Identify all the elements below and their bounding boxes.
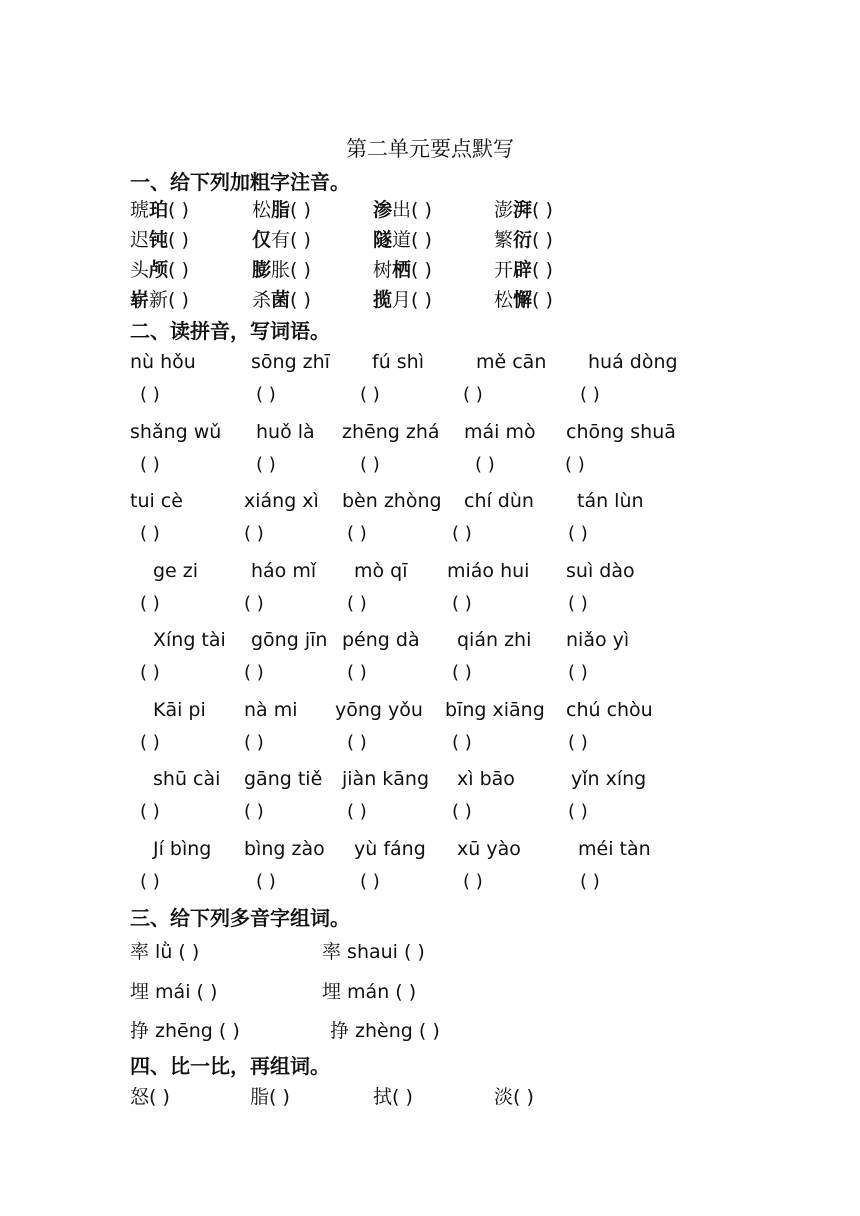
bold-char: 渗 xyxy=(373,199,393,221)
bold-char: 衍 xyxy=(513,229,533,251)
pinyin-prompt: mò qī xyxy=(354,559,408,582)
answer-blank: ( ) xyxy=(244,592,264,614)
pinyin-prompt: qián zhi xyxy=(457,629,532,651)
compare-item: 脂( ) xyxy=(250,1086,290,1108)
pinyin-prompt: péng dà xyxy=(342,629,420,651)
phonetic-item xyxy=(252,285,311,312)
pinyin-prompt: nà mi xyxy=(244,698,298,721)
answer-blank: ( ) xyxy=(463,384,483,405)
pinyin-prompt: xì bāo xyxy=(457,768,515,790)
pinyin-prompt: tui cè xyxy=(130,490,183,512)
answer-blank: 出( ) xyxy=(392,199,432,221)
answer-blank: ( ) xyxy=(580,870,600,892)
pinyin-prompt: xiáng xì xyxy=(244,490,319,512)
bold-char: 膨 xyxy=(252,259,272,281)
pinyin-prompt: háo mǐ xyxy=(251,559,317,582)
answer-blank: ( ) xyxy=(568,801,588,822)
bold-char: 脂 xyxy=(271,199,291,221)
answer-blank: ( ) xyxy=(140,523,160,544)
word-char: 杀 xyxy=(252,289,272,311)
phonetic-item xyxy=(252,255,311,282)
pinyin-prompt: mái mò xyxy=(464,420,536,443)
word-char: 开 xyxy=(494,259,514,281)
answer-blank: ( ) xyxy=(360,453,380,475)
phonetic-item xyxy=(130,195,189,222)
page-title: 第二单元要点默写 xyxy=(346,137,514,161)
answer-blank: ( ) xyxy=(568,662,588,683)
pinyin-prompt: fú shì xyxy=(372,351,424,373)
answer-blank: ( ) xyxy=(244,662,264,683)
bold-char: 颅 xyxy=(149,259,169,281)
bold-char: 揽 xyxy=(373,289,393,311)
answer-blank: 道( ) xyxy=(392,229,432,251)
answer-blank: ( ) xyxy=(565,453,585,475)
word-char: 迟 xyxy=(130,229,150,251)
answer-blank: ( ) xyxy=(140,801,160,822)
phonetic-item xyxy=(494,225,553,252)
compare-item: 怒( ) xyxy=(130,1086,170,1108)
answer-blank: ( ) xyxy=(140,592,160,614)
answer-blank: 月( ) xyxy=(392,289,432,311)
pinyin-prompt: tán lùn xyxy=(577,490,644,512)
answer-blank: ( ) xyxy=(347,523,367,544)
pinyin-prompt: chú chòu xyxy=(566,698,653,721)
answer-blank: ( ) xyxy=(532,199,553,221)
pinyin-prompt: xū yào xyxy=(457,837,521,860)
bold-char: 辟 xyxy=(513,259,533,281)
compare-item: 淡( ) xyxy=(494,1086,534,1108)
pinyin-prompt: Kāi pi xyxy=(153,698,206,721)
answer-blank: ( ) xyxy=(568,523,588,544)
answer-blank: ( ) xyxy=(244,523,264,544)
pinyin-prompt: chōng shuā xyxy=(566,420,676,443)
phonetic-item xyxy=(494,255,553,282)
compare-item: 拭( ) xyxy=(373,1086,413,1108)
phonetic-item xyxy=(373,225,432,252)
answer-blank: ( ) xyxy=(290,289,311,311)
answer-blank: ( ) xyxy=(140,662,160,683)
pinyin-prompt: Jí bìng xyxy=(153,837,212,860)
phonetic-item xyxy=(130,285,189,312)
polyphone-item: 挣 zhèng ( ) xyxy=(330,1020,440,1042)
word-char: 松 xyxy=(494,289,514,311)
pinyin-prompt: nù hǒu xyxy=(130,351,196,373)
pinyin-prompt: Xíng tài xyxy=(153,629,226,651)
answer-blank: 有( ) xyxy=(271,229,311,251)
pinyin-prompt: bīng xiāng xyxy=(445,698,545,721)
pinyin-prompt: sōng zhī xyxy=(251,351,330,373)
answer-blank: ( ) xyxy=(256,870,276,892)
answer-blank: 胀( ) xyxy=(271,259,311,281)
pinyin-prompt: mě cān xyxy=(476,351,547,373)
answer-blank: ( ) xyxy=(568,592,588,614)
polyphone-item: 率 shaui ( ) xyxy=(322,941,425,963)
bold-char: 仅 xyxy=(252,229,272,251)
pinyin-prompt: shǎng wǔ xyxy=(130,420,222,443)
polyphone-item: 埋 mán ( ) xyxy=(322,981,417,1003)
answer-blank: ( ) xyxy=(360,384,380,405)
answer-blank: ( ) xyxy=(140,731,160,753)
pinyin-prompt: yōng yǒu xyxy=(335,698,423,721)
pinyin-prompt: bèn zhòng xyxy=(342,490,442,512)
answer-blank: ( ) xyxy=(452,592,472,614)
word-char: 松 xyxy=(252,199,272,221)
bold-char: 隧 xyxy=(373,229,393,251)
answer-blank: ( ) xyxy=(452,523,472,544)
answer-blank: ( ) xyxy=(452,662,472,683)
polyphone-item: 埋 mái ( ) xyxy=(130,981,218,1003)
bold-char: 崭 xyxy=(130,289,150,311)
pinyin-prompt: zhēng zhá xyxy=(342,420,440,443)
section-2-heading: 二、读拼音，写词语。 xyxy=(130,319,330,343)
pinyin-prompt: huá dòng xyxy=(588,351,678,373)
answer-blank: ( ) xyxy=(347,731,367,753)
answer-blank: ( ) xyxy=(532,259,553,281)
bold-char: 栖 xyxy=(392,259,412,281)
word-char: 琥 xyxy=(130,199,150,221)
pinyin-prompt: niǎo yì xyxy=(566,629,630,651)
bold-char: 湃 xyxy=(513,199,533,221)
answer-blank: ( ) xyxy=(256,384,276,405)
pinyin-prompt: shū cài xyxy=(153,768,221,790)
answer-blank: ( ) xyxy=(347,662,367,683)
answer-blank: 新( ) xyxy=(149,289,189,311)
answer-blank: ( ) xyxy=(168,229,189,251)
bold-char: 懈 xyxy=(513,289,533,311)
pinyin-prompt: suì dào xyxy=(566,559,635,582)
answer-blank: ( ) xyxy=(347,592,367,614)
pinyin-prompt: yǐn xíng xyxy=(571,768,647,790)
answer-blank: ( ) xyxy=(347,801,367,822)
section-3-heading: 三、给下列多音字组词。 xyxy=(130,906,350,930)
word-char: 头 xyxy=(130,259,150,281)
word-char: 繁 xyxy=(494,229,514,251)
answer-blank: ( ) xyxy=(568,731,588,753)
phonetic-item xyxy=(130,255,189,282)
pinyin-prompt: ge zi xyxy=(153,559,199,582)
answer-blank: ( ) xyxy=(360,870,380,892)
answer-blank: ( ) xyxy=(244,731,264,753)
word-char: 树 xyxy=(373,259,393,281)
answer-blank: ( ) xyxy=(140,384,160,405)
pinyin-prompt: yù fáng xyxy=(354,837,426,860)
answer-blank: ( ) xyxy=(140,453,160,475)
phonetic-item xyxy=(373,255,432,282)
word-char: 澎 xyxy=(494,199,514,221)
phonetic-item xyxy=(494,285,553,312)
pinyin-prompt: gāng tiě xyxy=(244,768,323,790)
answer-blank: ( ) xyxy=(168,259,189,281)
phonetic-item xyxy=(373,285,432,312)
section-1-heading: 一、给下列加粗字注音。 xyxy=(130,170,350,194)
answer-blank: ( ) xyxy=(463,870,483,892)
bold-char: 菌 xyxy=(271,289,291,311)
pinyin-prompt: miáo hui xyxy=(447,559,530,582)
answer-blank: ( ) xyxy=(475,453,495,475)
pinyin-prompt: bìng zào xyxy=(244,837,325,860)
polyphone-item: 率 lǜ ( ) xyxy=(130,941,200,963)
answer-blank: ( ) xyxy=(580,384,600,405)
pinyin-prompt: huǒ là xyxy=(256,420,315,443)
answer-blank: ( ) xyxy=(532,229,553,251)
answer-blank: ( ) xyxy=(168,199,189,221)
pinyin-prompt: chí dùn xyxy=(464,490,534,512)
answer-blank: ( ) xyxy=(244,801,264,822)
phonetic-item xyxy=(130,225,189,252)
answer-blank: ( ) xyxy=(452,801,472,822)
answer-blank: ( ) xyxy=(290,199,311,221)
bold-char: 钝 xyxy=(149,229,169,251)
answer-blank: ( ) xyxy=(452,731,472,753)
phonetic-item xyxy=(494,195,553,222)
pinyin-prompt: gōng jīn xyxy=(251,629,328,651)
phonetic-item xyxy=(252,225,311,252)
bold-char: 珀 xyxy=(149,199,169,221)
phonetic-item xyxy=(252,195,311,222)
answer-blank: ( ) xyxy=(532,289,553,311)
answer-blank: ( ) xyxy=(256,453,276,475)
phonetic-item xyxy=(373,195,432,222)
answer-blank: ( ) xyxy=(140,870,160,892)
pinyin-prompt: jiàn kāng xyxy=(342,768,430,790)
answer-blank: ( ) xyxy=(411,259,432,281)
pinyin-prompt: méi tàn xyxy=(578,837,651,860)
section-4-heading: 四、比一比，再组词。 xyxy=(130,1054,330,1078)
polyphone-item: 挣 zhēng ( ) xyxy=(130,1020,240,1042)
